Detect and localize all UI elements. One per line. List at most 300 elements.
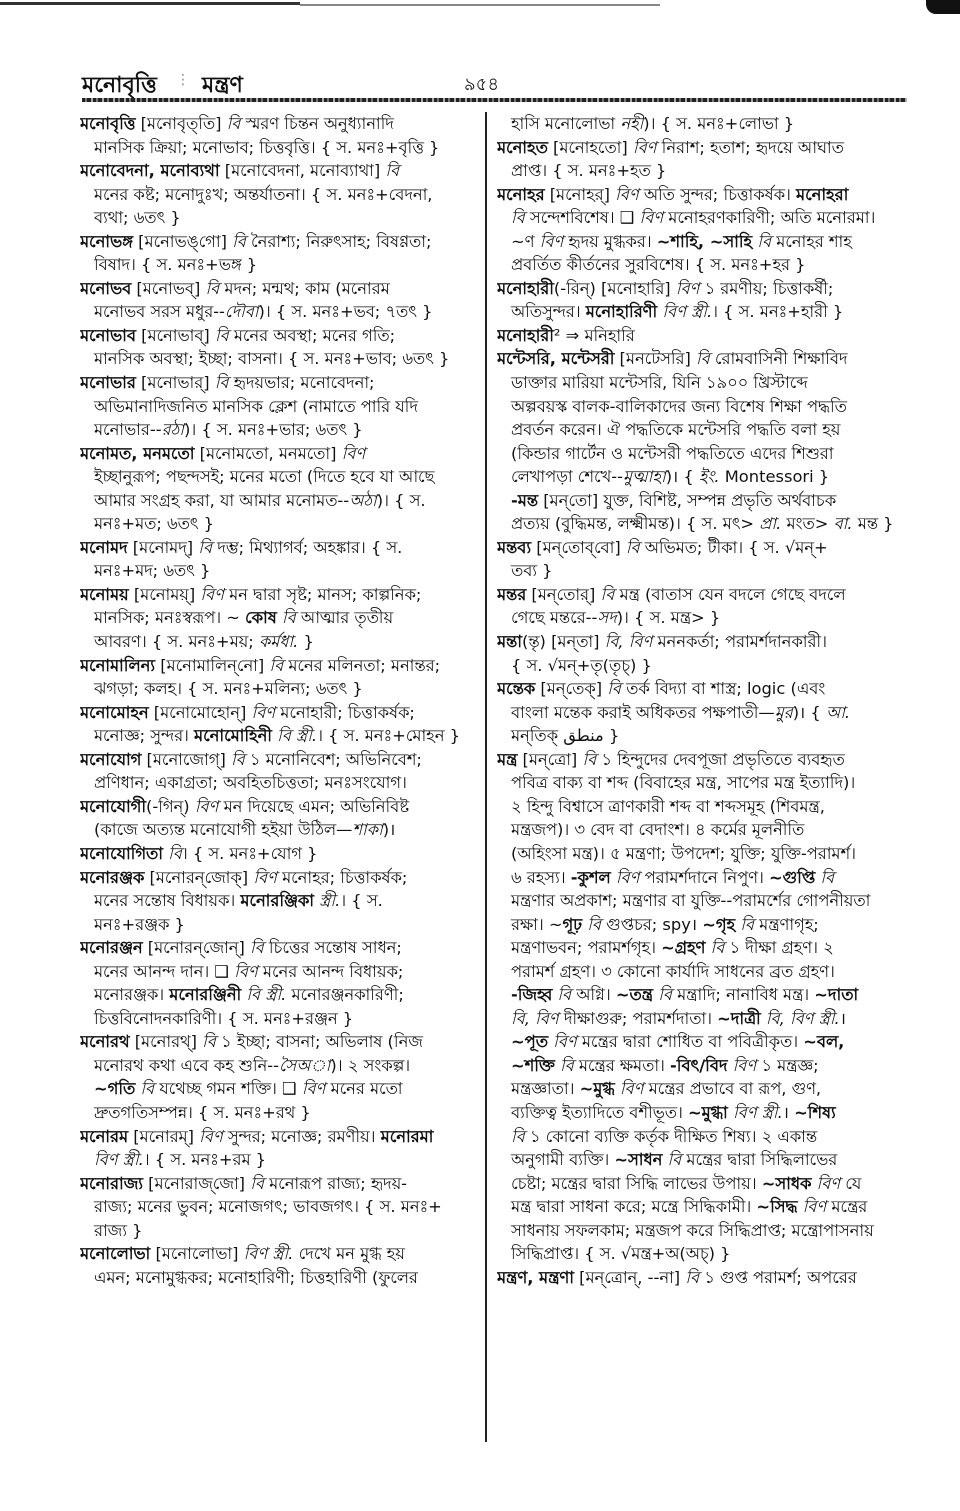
headword: মনোলোভা xyxy=(80,1244,151,1264)
definition-text: যে xyxy=(840,1173,862,1193)
grammar-label: বিণ স্ত্রী. xyxy=(662,302,713,322)
entry-headword-line xyxy=(80,1172,480,1196)
scan-edge-blot xyxy=(926,0,960,14)
column-divider xyxy=(485,112,487,1442)
entry-line xyxy=(80,512,480,536)
headword: -জিহ্ব xyxy=(511,985,553,1005)
headword: মন্ত্রণ, মন্ত্রণা xyxy=(497,1267,574,1287)
definition-text: )। { xyxy=(792,702,826,722)
headword: মনোযোগিতা xyxy=(80,843,163,863)
definition-text: অভিমানাদিজনিত মানসিক ক্লেশ (নামাতে পারি যদি xyxy=(94,396,418,416)
definition-text: পরামর্শদানে নিপুণ। xyxy=(639,867,769,887)
grammar-label: বি xyxy=(625,537,640,557)
grammar-label: অঠা xyxy=(349,490,377,510)
grammar-label: বি xyxy=(202,1032,216,1052)
definition-text: তর্ক বিদ্যা বা শাস্ত্র; logic (এবং xyxy=(620,679,826,699)
grammar-label: প্রা. xyxy=(759,514,782,534)
definition-text: মন দিয়েছে এমন; অভিনিবিষ্ট xyxy=(218,796,409,816)
definition-text: বিষাদ। { স. মনঃ+ভঙ্গ } xyxy=(94,255,258,275)
definition-text: মন্ত্রাদি; নানাবিধ মন্ত্র। xyxy=(671,985,815,1005)
entry-headword-line xyxy=(497,136,907,160)
grammar-label: বিণ স্ত্রী. xyxy=(94,1150,144,1170)
definition-text: এমন; মনোমুগ্ধকর; মনোহারিণী; চিত্তহারিণী (ফুলের xyxy=(94,1267,418,1287)
headword: -কুশল xyxy=(570,867,611,887)
definition-text: সিদ্ধিপ্রাপ্ত। { স. √মন্ত্র+অ(অচ্‌) } xyxy=(511,1244,731,1264)
definition-text: হৃদয়ভার; মনোবেদনা; xyxy=(228,373,375,393)
headword: ~শিষ্য xyxy=(794,1102,836,1122)
grammar-label: বি xyxy=(250,1173,264,1193)
headword: ~সাধন xyxy=(614,1150,663,1170)
headword: ~বল, xyxy=(803,1032,845,1052)
definition-text: (কিন্ডার গার্টেন ও মন্টেসরী পদ্ধতিতে এদের শিশুরা xyxy=(511,443,834,463)
grammar-label: বি xyxy=(557,985,572,1005)
entry-line xyxy=(497,1195,907,1219)
definition-text: রোমবাসিনী শিক্ষাবিদ xyxy=(709,349,848,369)
entry-line xyxy=(497,1148,907,1172)
headword: -বিৎ/বিদ xyxy=(670,1055,728,1075)
definition-text: সুন্দর; মনোজ্ঞ; রমণীয়। xyxy=(222,1126,381,1146)
grammar-label: বিণ স্ত্রী. xyxy=(732,1102,783,1122)
definition-text: মনঃ+রঞ্জক } xyxy=(94,914,185,934)
entry-line xyxy=(80,724,480,748)
definition-text: ডাক্তার মারিয়া মন্টেসরি, যিনি ১৯০০ খ্রিস্টাব্দে xyxy=(511,373,808,393)
entry-line xyxy=(80,1219,480,1243)
definition-text: পবিত্র বাক্য বা শব্দ (বিবাহের মন্ত্র, সাপের মন্ত্র ইত্যাদি)। xyxy=(511,773,856,793)
headword: মনোহত xyxy=(497,137,548,157)
grammar-label: বিণ xyxy=(732,1055,757,1075)
definition-text: )। xyxy=(382,820,396,840)
definition-text: । { স. মনঃ+যোগ } xyxy=(181,843,318,863)
entry-line xyxy=(497,465,907,489)
entry-line xyxy=(497,230,907,254)
definition-text: [মনোভার্‌] xyxy=(135,373,215,393)
entry-line xyxy=(80,395,480,419)
entry-line xyxy=(497,936,907,960)
entry-line xyxy=(80,677,480,701)
definition-text: )। { স. মনঃ+ভার; ৬তৎ } xyxy=(183,420,363,440)
definition-text: দম্ভ; মিথ্যাগর্ব; অহঙ্কার। { স. xyxy=(212,537,403,557)
definition-text: স্মরণ চিন্তন অনুধ্যানাদি xyxy=(240,114,394,133)
grammar-label: বিণ xyxy=(553,1032,577,1052)
headword: মন্তব্য xyxy=(497,537,532,557)
definition-text: আত্মার তৃতীয় xyxy=(295,608,394,628)
definition-text: অতি সুন্দর; চিত্তাকর্ষক। xyxy=(638,184,797,204)
grammar-label: বিণ xyxy=(194,796,219,816)
headword: মনোময় xyxy=(80,584,129,604)
entry-line xyxy=(80,1266,480,1290)
entry-line xyxy=(80,136,480,160)
entry-line xyxy=(80,559,480,583)
definition-text: [মন্‌তেক্‌] xyxy=(535,679,608,699)
scan-edge-mark xyxy=(0,2,300,5)
grammar-label: বি xyxy=(600,584,615,604)
entry-headword-line xyxy=(80,371,480,395)
definition-text: ১ ইচ্ছা; বাসনা; অভিলাষ (নিজ xyxy=(215,1032,423,1052)
definition-text: অনুগামী ব্যক্তি। xyxy=(511,1150,615,1170)
definition-text: দীক্ষাগুরু; পরামর্শদাতা। xyxy=(558,1008,718,1028)
definition-text: ব্যথা; ৬তৎ } xyxy=(94,208,181,228)
headword: মনোহারী xyxy=(497,278,554,298)
definition-text: । { স. মনঃ+হারী } xyxy=(712,302,844,322)
definition-text: মনোরূপ রাজ্য; হৃদয়- xyxy=(263,1173,408,1193)
grammar-label: বি xyxy=(249,938,264,958)
definition-text: লেখাপড়া শেখে-- xyxy=(511,467,623,487)
entry-line xyxy=(497,771,907,795)
entry-line xyxy=(80,206,480,230)
grammar-label: বি, বিণ xyxy=(511,1008,559,1028)
definition-text: [মনোভাব্‌] xyxy=(135,325,215,345)
entry-line xyxy=(80,418,480,442)
definition-text: রাজ্য; মনের ভুবন; মনোজগৎ; ভাবজগৎ। { স. মনঃ+ xyxy=(94,1197,442,1217)
definition-text: মন্ত্রের xyxy=(826,1197,868,1217)
definition-text: ১ হিন্দুদের দেবপূজা প্রভৃতিতে ব্যবহৃত xyxy=(596,749,845,769)
grammar-label: বিণ xyxy=(539,231,564,251)
definition-text: মন্ত } xyxy=(852,514,894,534)
definition-text: নৈরাশ্য; নিরুৎসাহ; বিষণ্ণতা; xyxy=(245,231,432,251)
definition-text: মন্ত্রণাভবন; পরামর্শগৃহ। xyxy=(511,938,662,958)
definition-text: আমার সংগ্রহ করা, যা আমার মনোমত-- xyxy=(94,490,350,510)
headword: ~গুপ্তি xyxy=(769,867,816,887)
definition-text: মংত> xyxy=(781,514,834,534)
headword: ~গ্রহণ xyxy=(661,938,706,958)
right-column xyxy=(497,112,907,1289)
page-header xyxy=(82,68,907,98)
entry-line xyxy=(497,842,907,866)
definition-text: )। { xyxy=(665,467,699,487)
grammar-label: শাকা xyxy=(352,820,383,840)
definition-text: গেছে মন্তরে-- xyxy=(511,608,598,628)
definition-text: ইচ্ছানুরূপ; পছন্দসই; মনের মতো (দিতে হবে যা আছে xyxy=(94,467,435,487)
definition-text: মনের আনন্দ দান। ❑ xyxy=(94,961,235,981)
definition-text: [মনোমোহোন্‌] xyxy=(148,702,252,722)
grammar-label: বি xyxy=(385,161,400,181)
definition-text: অগ্নি। xyxy=(571,985,616,1005)
entry-headword-line xyxy=(80,654,480,678)
definition-text: [মনোরন্‌জোন্‌] xyxy=(142,938,250,958)
entry-line xyxy=(497,1030,907,1054)
headword: -মন্ত xyxy=(511,490,539,510)
entry-line xyxy=(497,1007,907,1031)
definition-text: । xyxy=(839,1008,846,1028)
entry-line xyxy=(497,300,907,324)
definition-text: ১ রমণীয়; চিত্তাকর্ষী; xyxy=(699,278,834,298)
entry-line xyxy=(497,206,907,230)
entry-headword-line xyxy=(80,866,480,890)
entry-line xyxy=(497,1101,907,1125)
definition-text: হাসি মনোলোভা xyxy=(511,114,621,133)
definition-text: দেখে মন মুগ্ধ হয় xyxy=(293,1244,405,1264)
entry-line xyxy=(497,395,907,419)
definition-text: । xyxy=(782,1102,795,1122)
definition-text: মন্ত্রের দ্বারা শোধিত বা পবিত্রীকৃত। xyxy=(576,1032,804,1052)
headword: মনোহরা xyxy=(796,184,849,204)
entry-headword-line xyxy=(497,324,907,348)
headword: ~মুগ্ধ xyxy=(579,1079,615,1099)
definition-text: মনের অবস্থা; মনের গতি; xyxy=(228,325,396,345)
definition-text: তব্য } xyxy=(511,561,553,581)
entry-line xyxy=(497,866,907,890)
headword: মনোভঙ্গ xyxy=(80,231,133,251)
definition-text: । { স. xyxy=(340,891,383,911)
definition-text: মন্ত্রের দ্বারা সিদ্ধিলাভের xyxy=(681,1150,838,1170)
grammar-label: বি xyxy=(214,373,229,393)
grammar-label: সদ xyxy=(597,608,617,628)
definition-text: দ্রুতগতিসম্পন্ন। { স. মনঃ+রথ } xyxy=(94,1102,311,1122)
definition-text: ঝগড়া; কলহ। { স. মনঃ+মলিন্য; ৬তৎ } xyxy=(94,679,363,699)
entry-headword-line xyxy=(80,112,480,136)
definition-text: মন্ত্রজ্ঞাতা। xyxy=(511,1079,580,1099)
guide-word-separator: ⋮ xyxy=(176,72,190,88)
grammar-label: বি xyxy=(740,914,754,934)
grammar-label: বিণ স্ত্রী. xyxy=(243,1244,294,1264)
definition-text: ৬ রহস্য। xyxy=(511,867,571,887)
definition-text: [মনোভব্‌] xyxy=(131,278,206,298)
headword: ~দাতা xyxy=(814,985,859,1005)
definition-text: [মনোলোভা] xyxy=(150,1244,244,1264)
entry-line xyxy=(80,253,480,277)
grammar-label: বিণ xyxy=(802,1197,827,1217)
headword: মন্তর xyxy=(497,584,527,604)
grammar-label: বি xyxy=(281,608,296,628)
definition-text: পরামর্শ গ্রহণ। ৩ কোনো কার্যাদি সাধনের ব্রত গ্রহণ। xyxy=(511,961,835,981)
definition-text: মন্ত্রণাগৃহ; xyxy=(753,914,819,934)
entry-line xyxy=(497,701,907,725)
grammar-label: বিণ xyxy=(251,702,276,722)
grammar-label: বিণ xyxy=(199,1126,223,1146)
definition-text: সন্দেশবিশেষ। ❑ xyxy=(524,208,640,228)
entry-headword-line xyxy=(80,936,480,960)
definition-text: ১ মন্ত্রজ্ঞ; xyxy=(756,1055,819,1075)
definition-text: হৃদয় মুগ্ধকর। xyxy=(563,231,657,251)
definition-text: [মনোময়্‌] xyxy=(128,584,201,604)
entry-line xyxy=(80,1195,480,1219)
entry-headword-line xyxy=(80,277,480,301)
definition-text: [মনটেসরি] xyxy=(614,349,696,369)
header-rule xyxy=(82,98,907,102)
definition-text: মানসিক; মনঃস্বরূপ। ~ xyxy=(94,608,246,628)
entry-headword-line xyxy=(497,583,907,607)
entry-line xyxy=(80,465,480,489)
definition-text: )। { স. xyxy=(376,490,426,510)
entry-line xyxy=(497,724,907,748)
definition-text: মনোহর; চিত্তাকর্ষক; xyxy=(276,867,408,887)
entry-line xyxy=(497,159,907,183)
grammar-label: মুর xyxy=(774,702,793,722)
grammar-label: ইং. xyxy=(698,467,720,487)
entry-headword-line xyxy=(497,630,907,654)
headword: ~শাহি, ~সাহি xyxy=(656,231,753,251)
definition-text: [মনোহর্‌] xyxy=(544,184,616,204)
headword: মনোরঞ্জিনী xyxy=(169,985,242,1005)
headword: মনোমোহিনী xyxy=(194,726,272,746)
entry-line xyxy=(497,818,907,842)
definition-text: মনঃ+মদ; ৬তৎ } xyxy=(94,561,211,581)
grammar-label: বিণ xyxy=(615,184,639,204)
headword: ~তন্ত্র xyxy=(615,985,653,1005)
definition-text: ১ গুপ্ত পরামর্শ; অপরের xyxy=(699,1267,857,1287)
definition-text: অল্পবয়স্ক বালক-বালিকাদের জন্য বিশেষ শিক্ষা পদ্ধতি xyxy=(511,396,847,416)
definition-text: মন্‌তিক্‌ منطق } xyxy=(511,726,620,746)
grammar-label: বি xyxy=(230,749,245,769)
definition-text: )। { স. মনঃ+লোভা } xyxy=(643,114,795,133)
entry-headword-line xyxy=(80,795,480,819)
headword: মনোরঞ্জক xyxy=(80,867,145,887)
definition-text: রক্ষা। ~ xyxy=(511,914,563,934)
grammar-label: মুত্মাহা xyxy=(622,467,666,487)
grammar-label: বিণ xyxy=(675,278,700,298)
entry-line xyxy=(497,112,907,136)
entry-line xyxy=(80,1077,480,1101)
headword: মনোরঞ্জন xyxy=(80,938,143,958)
definition-text: মনোহর শাহ xyxy=(771,231,852,251)
grammar-label: বি স্ত্রী. xyxy=(246,985,287,1005)
definition-text: মনোজ্ঞ; সুন্দর। xyxy=(94,726,195,746)
grammar-label: বি xyxy=(214,325,229,345)
headword: মনোরঞ্জিকা xyxy=(240,891,315,911)
definition-text: মনঃ+মত; ৬তৎ } xyxy=(94,514,215,534)
definition-text: [মনোরম্‌] xyxy=(128,1126,200,1146)
definition-text: মন দ্বারা সৃষ্ট; মানস; কাল্পনিক; xyxy=(223,584,422,604)
definition-text: মন্ত্র দ্বারা সাধনা করে; মন্ত্রে সিদ্ধিকামী। xyxy=(511,1197,757,1217)
entry-headword-line xyxy=(80,230,480,254)
entry-line xyxy=(497,512,907,536)
entry-headword-line xyxy=(497,347,907,371)
entry-line xyxy=(497,795,907,819)
headword: মনোভব xyxy=(80,278,132,298)
headword: ~গতি xyxy=(94,1079,136,1099)
left-column xyxy=(80,112,480,1289)
definition-text: যথেচ্ছ গমন শক্তি। ❑ xyxy=(154,1079,302,1099)
definition-text: মনোহরণকারিণী; অতি মনোরমা। xyxy=(663,208,876,228)
definition-text: মদন; মন্মথ; কাম (মনোরম xyxy=(219,278,390,298)
grammar-label: বি xyxy=(511,208,525,228)
grammar-label: বি xyxy=(710,938,725,958)
headword: মনোহারিণী xyxy=(585,302,658,322)
definition-text: [মন্‌তো] যুক্ত, বিশিষ্ট, সম্পন্ন প্রভৃতি অর্থবাচক xyxy=(538,490,837,510)
entry-line xyxy=(497,913,907,937)
definition-text: মনের আনন্দ বিধায়ক; xyxy=(257,961,404,981)
headword: মন্তা xyxy=(497,632,522,652)
grammar-label: বি xyxy=(757,231,772,251)
entry-line xyxy=(497,253,907,277)
definition-text: [মনোরন্‌জোক্‌] xyxy=(144,867,254,887)
definition-text: । { স. মনঃ+রম } xyxy=(143,1150,267,1170)
definition-text: [মন্‌ত্রো] xyxy=(517,749,583,769)
headword: ~পূত xyxy=(511,1032,548,1052)
definition-text: প্রত্যয় (বুদ্ধিমন্ত, লক্ষ্মীমন্ত)। { স. মৎ> xyxy=(511,514,760,534)
headword: মনোভাব xyxy=(80,325,136,345)
definition-text: । { স. মনঃ+মোহন } xyxy=(317,726,460,746)
grammar-label: বিণ xyxy=(615,867,640,887)
definition-text: প্রাপ্ত। { স. মনঃ+হত } xyxy=(511,161,667,181)
grammar-label: বি xyxy=(269,655,284,675)
definition-text: [মন্‌ত্রোন্‌, --না] xyxy=(573,1267,686,1287)
entry-line xyxy=(80,347,480,371)
entry-line xyxy=(497,983,907,1007)
definition-text: ২ হিন্দু বিশ্বাসে ত্রাণকারী শব্দ বা শব্দসমূহ (শিবমন্ত্র, xyxy=(511,796,825,816)
definition-text: মনের কষ্ট; মনোদুঃখ; অন্তর্যাতনা। { স. মনঃ+বেদনা, xyxy=(94,184,433,204)
entry-line xyxy=(80,771,480,795)
definition-text: মন্ত্রজপ)। ৩ বেদ বা বেদাংশ। ৪ কর্মের মূলনীতি xyxy=(511,820,805,840)
definition-text: Montessori } xyxy=(719,467,830,487)
headword: মনোরম xyxy=(80,1126,129,1146)
entry-headword-line xyxy=(497,1266,907,1290)
grammar-label: বিণ xyxy=(632,137,657,157)
headword: মনোবেদনা, মনোব্যথা xyxy=(80,161,220,181)
definition-text: মনের মলিনতা; মনান্তর; xyxy=(283,655,441,675)
definition-text: [মনোরাজ্‌জো] xyxy=(143,1173,251,1193)
grammar-label: বি xyxy=(667,1150,682,1170)
grammar-label: বিণ xyxy=(341,443,366,463)
definition-text: ১ কোনো ব্যক্তি কর্তৃক দীক্ষিত শিষ্য। ২ একান্ত xyxy=(524,1126,818,1146)
headword: মনোযোগী xyxy=(80,796,146,816)
grammar-label: বি, বিণ xyxy=(604,632,653,652)
definition-text: মন্ত্রের ক্ষমতা। xyxy=(573,1055,671,1075)
headword: ~শক্তি xyxy=(511,1055,555,1075)
grammar-label: বি xyxy=(205,278,220,298)
entry-line xyxy=(80,489,480,513)
definition-text: [মনোবৃত্‌তি] xyxy=(135,114,227,133)
headword: মন্তেক xyxy=(497,679,536,699)
grammar-label: বিণ xyxy=(301,1079,326,1099)
entry-line xyxy=(80,960,480,984)
headword: মন্ত্র xyxy=(497,749,518,769)
entry-headword-line xyxy=(80,1030,480,1054)
definition-text: প্রণিধান; একাগ্রতা; অবহিতচিত্ততা; মনঃসংযোগ। xyxy=(94,773,407,793)
scan-edge-mark xyxy=(300,4,660,6)
grammar-label: বা. xyxy=(833,514,853,534)
grammar-label: সৈঅা xyxy=(278,1055,331,1075)
entry-line xyxy=(80,183,480,207)
grammar-label: নহী xyxy=(620,114,644,133)
definition-text: (কাজে অত্যন্ত মনোযোগী হইয়া উঠিল— xyxy=(94,820,353,840)
headword: ~সিদ্ধ xyxy=(756,1197,798,1217)
headword: মনোভার xyxy=(80,373,136,393)
definition-text: [মন্‌তোর্‌] xyxy=(526,584,601,604)
entry-headword-line xyxy=(80,1242,480,1266)
entry-line xyxy=(80,1148,480,1172)
definition-text: )। { স. মন্ত্র> } xyxy=(616,608,721,628)
definition-text: বাংলা মন্তেক করাই অধিকতর পক্ষপাতী— xyxy=(511,702,775,722)
headword: ~গৃহ xyxy=(702,914,736,934)
definition-text: চিত্তবিনোদনকারিণী। { স. মনঃ+রঞ্জন } xyxy=(94,1008,354,1028)
grammar-label: বি xyxy=(559,1055,574,1075)
definition-text: মানসিক ক্রিয়া; মনোভাব; চিত্তবৃত্তি। { স. মনঃ+বৃত্তি } xyxy=(94,137,440,157)
definition-text: মনের সন্তোষ বিধায়ক। xyxy=(94,891,241,911)
definition-text: রাজ্য } xyxy=(94,1220,143,1240)
entry-line xyxy=(497,418,907,442)
entry-line xyxy=(497,442,907,466)
grammar-label: স্ত্রী. xyxy=(319,891,341,911)
grammar-label: বিণ xyxy=(200,584,224,604)
grammar-label: বিণ xyxy=(619,1079,644,1099)
entry-line xyxy=(80,1054,480,1078)
headword: মন্টেসরি, মন্টেসরী xyxy=(497,349,615,369)
definition-text: ১ দীক্ষা গ্রহণ। ২ xyxy=(724,938,834,958)
definition-text: মনোহারী; চিত্তাকর্ষক; xyxy=(275,702,415,722)
entry-line xyxy=(497,1077,907,1101)
entry-headword-line xyxy=(80,583,480,607)
grammar-label: বি xyxy=(607,679,621,699)
definition-text: } xyxy=(298,632,314,652)
entry-headword-line xyxy=(80,159,480,183)
grammar-label: বি xyxy=(226,114,241,133)
grammar-label: বি xyxy=(685,1267,700,1287)
headword: গূঢ় xyxy=(562,914,583,934)
definition-text: [মনোরথ্‌] xyxy=(129,1032,203,1052)
definition-text: (-রিন্‌) [মনোহারি] xyxy=(553,278,676,298)
definition-text: মনোভব সরস মধুর-- xyxy=(94,302,225,322)
